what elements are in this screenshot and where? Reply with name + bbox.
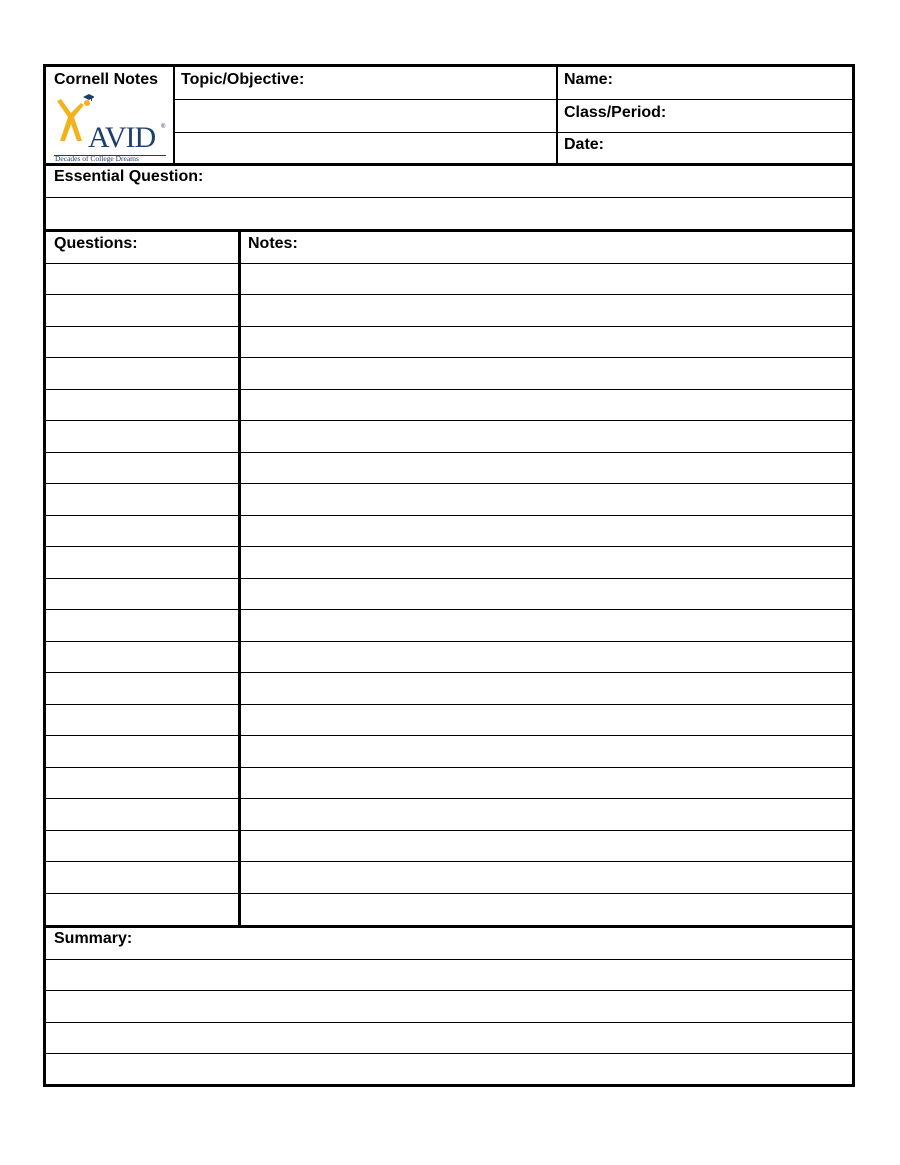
registered-mark: ®: [161, 124, 166, 130]
form-title: Cornell Notes: [54, 71, 159, 88]
topic-objective-field[interactable]: [176, 67, 556, 163]
header-bottom-rule: [46, 163, 852, 166]
notes-label: Notes:: [248, 235, 298, 252]
avid-tagline: Decades of College Dreams: [55, 154, 139, 163]
date-label: Date:: [564, 136, 605, 153]
notes-rule: [46, 830, 852, 831]
avid-wordmark: AVID: [88, 121, 156, 154]
notes-rule: [46, 798, 852, 799]
class-period-field[interactable]: [558, 100, 852, 132]
notes-rule: [46, 263, 852, 264]
class-period-label: Class/Period:: [564, 104, 667, 121]
name-field[interactable]: [558, 67, 852, 99]
notes-bottom-rule: [46, 925, 852, 928]
cornell-notes-form: [43, 64, 855, 1087]
summary-label: Summary:: [54, 930, 133, 947]
notes-rule: [46, 515, 852, 516]
notes-rule: [46, 767, 852, 768]
header-divider-left: [173, 67, 175, 164]
topic-objective-label: Topic/Objective:: [181, 71, 305, 88]
notes-rule: [46, 420, 852, 421]
essential-question-label: Essential Question:: [54, 168, 204, 185]
notes-rule: [46, 578, 852, 579]
name-label: Name:: [564, 71, 613, 88]
date-field[interactable]: [558, 133, 852, 163]
summary-rule: [46, 959, 852, 960]
notes-rule: [46, 704, 852, 705]
notes-rule: [46, 389, 852, 390]
notes-rule: [46, 609, 852, 610]
notes-column[interactable]: [242, 263, 852, 925]
summary-rule: [46, 990, 852, 991]
notes-rule: [46, 641, 852, 642]
questions-column[interactable]: [46, 263, 238, 925]
notes-rule: [46, 861, 852, 862]
notes-rule: [46, 326, 852, 327]
summary-rule: [46, 1022, 852, 1023]
essential-question-field[interactable]: [46, 198, 852, 229]
avid-logo: [54, 91, 166, 163]
notes-rule: [46, 483, 852, 484]
summary-rule: [46, 1053, 852, 1054]
notes-rule: [46, 893, 852, 894]
notes-rule: [46, 546, 852, 547]
notes-rule: [46, 452, 852, 453]
notes-rule: [46, 294, 852, 295]
notes-rule: [46, 357, 852, 358]
essential-bottom-rule: [46, 229, 852, 232]
questions-label: Questions:: [54, 235, 138, 252]
notes-rule: [46, 735, 852, 736]
notes-rule: [46, 672, 852, 673]
